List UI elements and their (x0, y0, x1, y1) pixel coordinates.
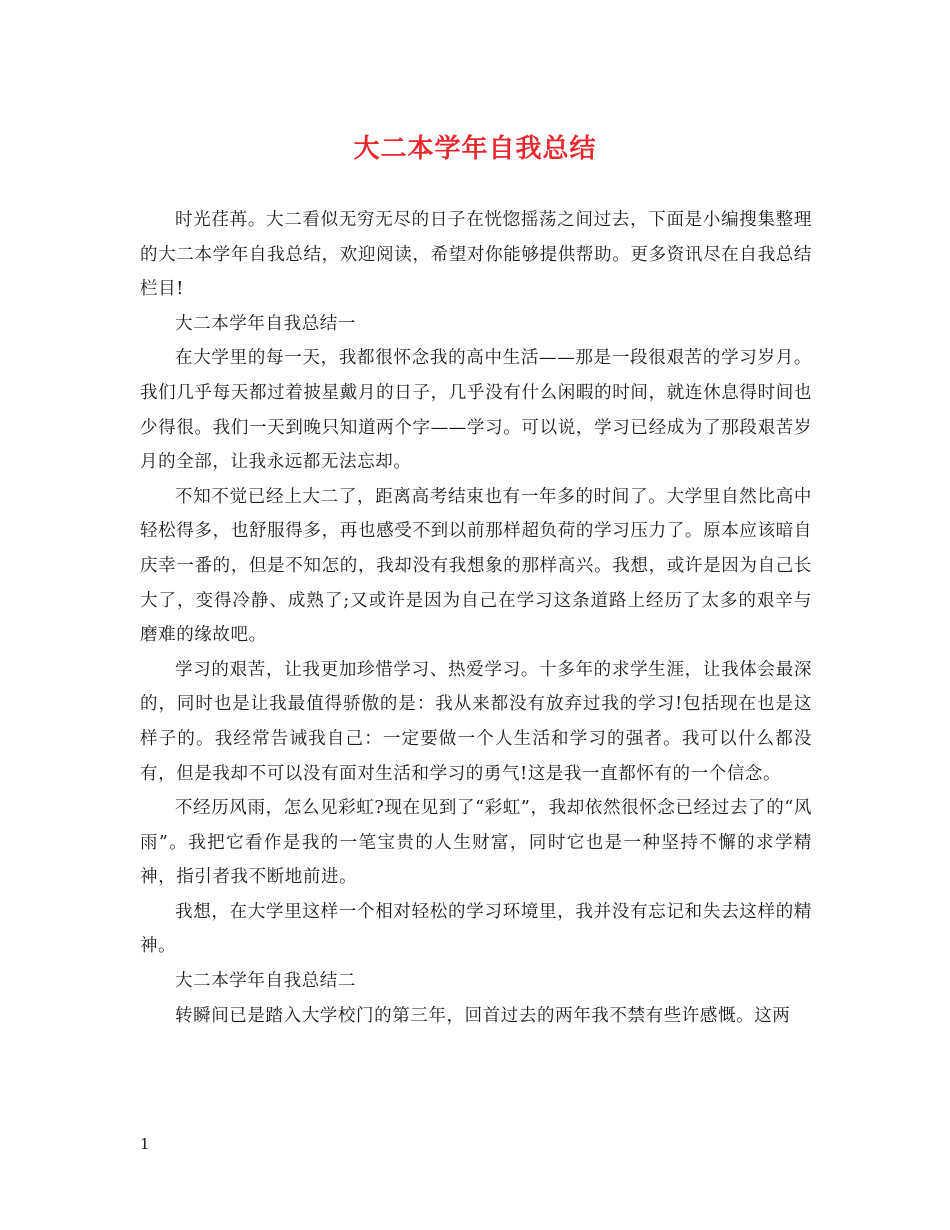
body-paragraph: 学习的艰苦，让我更加珍惜学习、热爱学习。十多年的求学生涯，让我体会最深的，同时也是让我最值得骄傲的是：我从来都没有放弃过我的学习!包括现在也是这样子的。我经常告诫我自己：一定要做一个人生活和学习的强者。我可以什么都没有，但是我却不可以没有面对生活和学习的勇气!这是我一直都怀有的一个信念。 (140, 659, 812, 784)
body-paragraph: 不知不觉已经上大二了，距离高考结束也有一年多的时间了。大学里自然比高中轻松得多，也舒服得多，再也感受不到以前那样超负荷的学习压力了。原本应该暗自庆幸一番的，但是不知怎的，我却没有我想象的那样高兴。我想，或许是因为自己长大了，变得冷静、成熟了;又或许是因为自己在学习这条道路上经历了太多的艰辛与磨难的缘故吧。 (140, 486, 812, 646)
section-heading-2: 大二本学年自我总结二 (175, 971, 356, 992)
body-paragraph: 不经历风雨，怎么见彩虹?现在见到了“彩虹”，我却依然很怀念已经过去了的“风雨”。我把它看作是我的一笔宝贵的人生财富，同时它也是一种坚持不懈的求学精神，指引者我不断地前进。 (140, 798, 812, 888)
document-body (140, 203, 812, 1033)
page-number: 1 (140, 1135, 150, 1153)
body-paragraph: 转瞬间已是踏入大学校门的第三年，回首过去的两年我不禁有些许感慨。这两 (175, 1005, 791, 1026)
body-paragraph: 我想，在大学里这样一个相对轻松的学习环境里，我并没有忘记和失去这样的精神。 (140, 901, 812, 957)
document-title: 大二本学年自我总结 (353, 134, 597, 164)
section-heading-1: 大二本学年自我总结一 (175, 313, 356, 334)
intro-paragraph: 时光荏苒。大二看似无穷无尽的日子在恍惚摇荡之间过去，下面是小编搜集整理的大二本学年自我总结，欢迎阅读，希望对你能够提供帮助。更多资讯尽在自我总结栏目! (140, 210, 812, 300)
body-paragraph: 在大学里的每一天，我都很怀念我的高中生活——那是一段很艰苦的学习岁月。我们几乎每天都过着披星戴月的日子，几乎没有什么闲暇的时间，就连休息得时间也少得很。我们一天到晚只知道两个字——学习。可以说，学习已经成为了那段艰苦岁月的全部，让我永远都无法忘却。 (140, 348, 812, 473)
